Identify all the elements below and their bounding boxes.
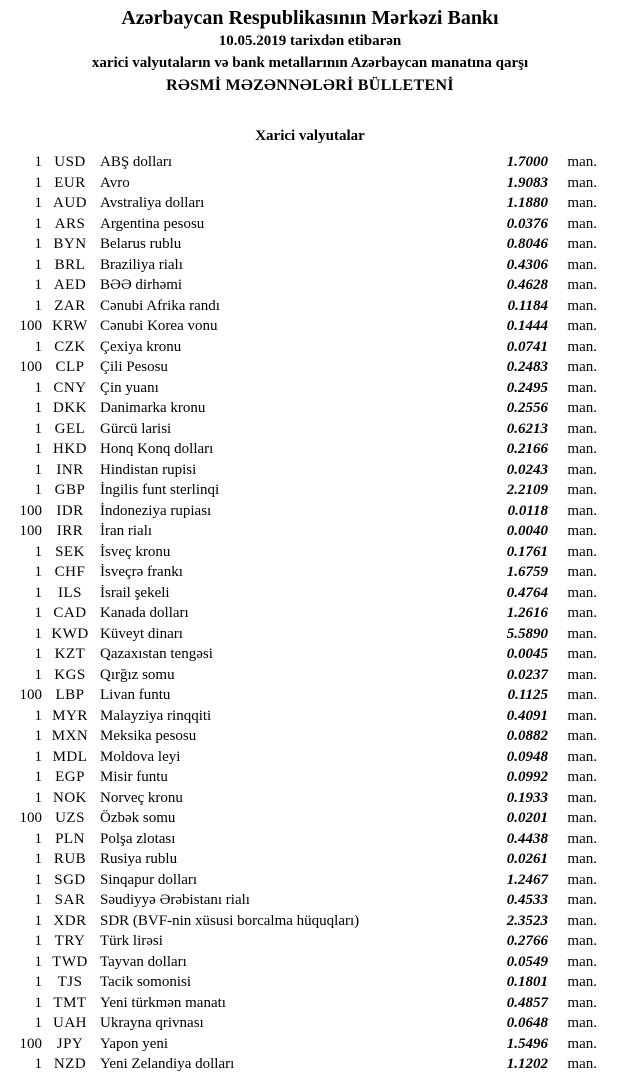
unit-label: man. bbox=[567, 154, 597, 170]
currency-name: Qazaxıstan tengəsi bbox=[100, 646, 213, 662]
rate-row bbox=[0, 849, 620, 870]
currency-code: CZK bbox=[54, 338, 86, 355]
unit-label: man. bbox=[567, 666, 597, 683]
unit-label: man. bbox=[567, 318, 597, 334]
currency-code: BRL bbox=[54, 256, 86, 273]
unit-label: man. bbox=[567, 174, 597, 191]
rate-value: 0.0648 bbox=[506, 1015, 548, 1031]
currency-code: JPY bbox=[56, 1035, 84, 1052]
currency-name: SDR (BVF-nin xüsusi borcalma hüquqları) bbox=[100, 912, 360, 929]
rate-value: 1.2616 bbox=[506, 605, 548, 621]
currency-name: Avstraliya dolları bbox=[100, 195, 205, 211]
rate-value: 1.1202 bbox=[506, 1056, 548, 1072]
unit-label: man. bbox=[567, 1035, 597, 1052]
currency-quantity: 100 bbox=[19, 810, 42, 826]
unit-label: man. bbox=[567, 195, 597, 211]
currency-quantity: 1 bbox=[34, 605, 42, 621]
document-header bbox=[0, 0, 620, 97]
rate-row bbox=[0, 542, 620, 563]
unit-label: man. bbox=[567, 482, 597, 498]
unit-label: man. bbox=[567, 543, 597, 560]
rate-value: 0.0992 bbox=[506, 769, 548, 785]
currency-name: İsrail şekeli bbox=[100, 584, 170, 601]
currency-quantity: 1 bbox=[34, 420, 42, 437]
currency-name: Çin yuanı bbox=[100, 379, 159, 396]
unit-label: man. bbox=[567, 810, 597, 826]
currency-quantity: 1 bbox=[34, 1056, 42, 1072]
unit-label: man. bbox=[567, 441, 597, 457]
rate-value: 2.3523 bbox=[506, 912, 548, 929]
currency-name: Türk lirəsi bbox=[100, 933, 163, 949]
currency-name: Meksika pesosu bbox=[100, 728, 197, 744]
currency-name: Küveyt dinarı bbox=[100, 625, 183, 642]
rate-row bbox=[0, 501, 620, 522]
rate-value: 1.2467 bbox=[506, 871, 548, 888]
rate-value: 0.2495 bbox=[506, 379, 548, 396]
unit-label: man. bbox=[567, 1056, 597, 1072]
currency-quantity: 100 bbox=[19, 318, 42, 334]
rate-value: 0.4857 bbox=[506, 994, 548, 1011]
currency-quantity: 1 bbox=[34, 789, 42, 806]
rate-value: 1.5496 bbox=[506, 1035, 548, 1052]
rate-value: 0.4091 bbox=[506, 707, 548, 724]
effective-date-line: 10.05.2019 tarixdən etibarən bbox=[218, 33, 402, 49]
currency-quantity: 1 bbox=[34, 666, 42, 683]
rate-value: 0.8046 bbox=[506, 236, 548, 252]
currency-name: Norveç kronu bbox=[100, 789, 183, 806]
rate-value: 0.4533 bbox=[506, 892, 548, 908]
currency-name: İngilis funt sterlinqi bbox=[100, 482, 220, 498]
rate-value: 5.5890 bbox=[506, 625, 548, 642]
currency-quantity: 100 bbox=[19, 523, 42, 539]
rate-value: 0.0201 bbox=[506, 810, 548, 826]
unit-label: man. bbox=[567, 912, 597, 929]
currency-quantity: 1 bbox=[34, 154, 42, 170]
rate-row bbox=[0, 480, 620, 501]
currency-code: AUD bbox=[53, 195, 87, 211]
unit-label: man. bbox=[567, 830, 597, 847]
currency-code: USD bbox=[54, 154, 86, 170]
currency-code: ILS bbox=[58, 584, 82, 601]
currency-code: ZAR bbox=[54, 297, 86, 314]
rate-value: 0.0741 bbox=[506, 338, 548, 355]
currency-name: Moldova leyi bbox=[100, 748, 181, 765]
currency-quantity: 1 bbox=[34, 195, 42, 211]
currency-quantity: 1 bbox=[34, 871, 42, 888]
rate-row bbox=[0, 419, 620, 440]
currency-code: TRY bbox=[54, 933, 86, 949]
currency-quantity: 1 bbox=[34, 564, 42, 580]
currency-quantity: 1 bbox=[34, 338, 42, 355]
currency-quantity: 1 bbox=[34, 441, 42, 457]
rate-value: 0.2483 bbox=[506, 359, 548, 375]
rate-row bbox=[0, 214, 620, 235]
rate-value: 0.0040 bbox=[506, 523, 548, 539]
unit-label: man. bbox=[567, 748, 597, 765]
currency-quantity: 1 bbox=[34, 953, 42, 970]
currency-code: KZT bbox=[54, 646, 86, 662]
currency-quantity: 1 bbox=[34, 974, 42, 990]
currency-code: CLP bbox=[55, 359, 85, 375]
currency-code: AED bbox=[53, 277, 87, 293]
unit-label: man. bbox=[567, 625, 597, 642]
currency-code: KRW bbox=[52, 318, 88, 334]
currency-code: IRR bbox=[56, 523, 84, 539]
rate-row bbox=[0, 562, 620, 583]
unit-label: man. bbox=[567, 502, 597, 519]
currency-name: Tacik somonisi bbox=[100, 974, 192, 990]
unit-label: man. bbox=[567, 892, 597, 908]
currency-name: Yeni türkmən manatı bbox=[100, 994, 226, 1011]
currency-quantity: 1 bbox=[34, 236, 42, 252]
currency-name: Səudiyyə Ərəbistanı rialı bbox=[100, 892, 250, 908]
currency-code: KGS bbox=[54, 666, 86, 683]
unit-label: man. bbox=[567, 646, 597, 662]
currency-quantity: 1 bbox=[34, 892, 42, 908]
currency-name: Cənubi Afrika randı bbox=[100, 297, 220, 314]
currency-quantity: 1 bbox=[34, 830, 42, 847]
currency-code: CNY bbox=[53, 379, 87, 396]
rate-row bbox=[0, 767, 620, 788]
currency-name: İran rialı bbox=[100, 523, 153, 539]
currency-name: Çili Pesosu bbox=[100, 359, 168, 375]
currency-name: Yeni Zelandiya dolları bbox=[100, 1056, 235, 1072]
currency-quantity: 1 bbox=[34, 728, 42, 744]
rate-row bbox=[0, 808, 620, 829]
currency-quantity: 1 bbox=[34, 400, 42, 416]
currency-name: Misir funtu bbox=[100, 769, 168, 785]
currency-quantity: 1 bbox=[34, 912, 42, 929]
rate-row bbox=[0, 603, 620, 624]
bank-title: Azərbaycan Respublikasının Mərkəzi Bankı bbox=[121, 7, 499, 29]
rate-row bbox=[0, 583, 620, 604]
currency-name: Tayvan dolları bbox=[100, 953, 187, 970]
currency-quantity: 100 bbox=[19, 359, 42, 375]
currency-name: Avro bbox=[100, 174, 130, 191]
unit-label: man. bbox=[567, 461, 597, 478]
currency-code: ARS bbox=[54, 215, 86, 232]
unit-label: man. bbox=[567, 605, 597, 621]
unit-label: man. bbox=[567, 687, 597, 703]
unit-label: man. bbox=[567, 256, 597, 273]
currency-quantity: 1 bbox=[34, 482, 42, 498]
currency-code: LBP bbox=[55, 687, 85, 703]
currency-name: Rusiya rublu bbox=[100, 851, 178, 867]
rate-row bbox=[0, 726, 620, 747]
rate-value: 0.1801 bbox=[506, 974, 548, 990]
currency-code: GEL bbox=[54, 420, 86, 437]
bulletin-title: RƏSMİ MƏZƏNNƏLƏRİ BÜLLETENİ bbox=[166, 77, 454, 94]
unit-label: man. bbox=[567, 420, 597, 437]
rate-row bbox=[0, 931, 620, 952]
currency-name: Kanada dolları bbox=[100, 605, 189, 621]
rate-value: 2.2109 bbox=[506, 482, 548, 498]
rate-value: 0.1933 bbox=[506, 789, 548, 806]
currency-code: TJS bbox=[57, 974, 83, 990]
currency-code: TMT bbox=[53, 994, 87, 1011]
rate-row bbox=[0, 152, 620, 173]
currency-name: Çexiya kronu bbox=[100, 338, 182, 355]
rate-row bbox=[0, 685, 620, 706]
currency-code: MYR bbox=[52, 707, 88, 724]
rate-value: 0.0376 bbox=[506, 215, 548, 232]
currency-code: CAD bbox=[53, 605, 87, 621]
currency-name: İsveçrə frankı bbox=[100, 564, 183, 580]
rate-value: 0.4306 bbox=[506, 256, 548, 273]
rate-value: 0.0243 bbox=[506, 461, 548, 478]
currency-name: Özbək somu bbox=[100, 810, 176, 826]
rate-row bbox=[0, 829, 620, 850]
unit-label: man. bbox=[567, 974, 597, 990]
currency-quantity: 1 bbox=[34, 256, 42, 273]
rate-value: 1.6759 bbox=[506, 564, 548, 580]
currency-code: TWD bbox=[52, 953, 88, 970]
currency-quantity: 100 bbox=[19, 1035, 42, 1052]
currency-code: PLN bbox=[55, 830, 85, 847]
rate-row bbox=[0, 1013, 620, 1034]
rate-row bbox=[0, 357, 620, 378]
currency-code: MDL bbox=[52, 748, 88, 765]
rate-row bbox=[0, 890, 620, 911]
unit-label: man. bbox=[567, 277, 597, 293]
rate-row bbox=[0, 275, 620, 296]
rate-value: 1.9083 bbox=[506, 174, 548, 191]
rate-row bbox=[0, 747, 620, 768]
currency-code: DKK bbox=[53, 400, 87, 416]
unit-label: man. bbox=[567, 953, 597, 970]
unit-label: man. bbox=[567, 564, 597, 580]
currency-code: UAH bbox=[53, 1015, 87, 1031]
currency-name: İndoneziya rupiası bbox=[100, 502, 212, 519]
currency-code: MXN bbox=[51, 728, 89, 744]
currency-quantity: 1 bbox=[34, 584, 42, 601]
subtitle-line: xarici valyutaların və bank metallarının Azərbaycan manatına qarşı bbox=[91, 55, 529, 71]
currency-code: EGP bbox=[55, 769, 85, 785]
unit-label: man. bbox=[567, 523, 597, 539]
rate-value: 0.1761 bbox=[506, 543, 548, 560]
currency-name: Cənubi Korea vonu bbox=[100, 318, 218, 334]
rate-value: 0.0948 bbox=[506, 748, 548, 765]
unit-label: man. bbox=[567, 359, 597, 375]
rate-row bbox=[0, 993, 620, 1014]
unit-label: man. bbox=[567, 297, 597, 314]
rate-row bbox=[0, 1054, 620, 1073]
currency-quantity: 1 bbox=[34, 933, 42, 949]
unit-label: man. bbox=[567, 1015, 597, 1031]
currency-name: Qırğız somu bbox=[100, 666, 175, 683]
rate-row bbox=[0, 788, 620, 809]
currency-name: Gürcü larisi bbox=[100, 420, 172, 437]
unit-label: man. bbox=[567, 707, 597, 724]
currency-quantity: 1 bbox=[34, 297, 42, 314]
rate-row bbox=[0, 706, 620, 727]
currency-code: NOK bbox=[53, 789, 87, 806]
rate-row bbox=[0, 952, 620, 973]
rate-value: 0.0045 bbox=[506, 646, 548, 662]
rate-value: 0.4628 bbox=[506, 277, 548, 293]
rate-value: 0.0237 bbox=[506, 666, 548, 683]
rate-row bbox=[0, 193, 620, 214]
unit-label: man. bbox=[567, 933, 597, 949]
rate-row bbox=[0, 234, 620, 255]
currency-code: SGD bbox=[54, 871, 86, 888]
currency-quantity: 1 bbox=[34, 707, 42, 724]
currency-code: SAR bbox=[54, 892, 86, 908]
currency-name: Polşa zlotası bbox=[100, 830, 176, 847]
unit-label: man. bbox=[567, 769, 597, 785]
unit-label: man. bbox=[567, 871, 597, 888]
unit-label: man. bbox=[567, 236, 597, 252]
rate-row bbox=[0, 378, 620, 399]
rate-row bbox=[0, 624, 620, 645]
rate-row bbox=[0, 665, 620, 686]
currency-code: KWD bbox=[51, 625, 89, 642]
currency-name: Braziliya rialı bbox=[100, 256, 183, 273]
currency-name: Malayziya rinqqiti bbox=[100, 707, 212, 724]
rate-row bbox=[0, 296, 620, 317]
rate-value: 0.4764 bbox=[506, 584, 548, 601]
rate-value: 0.0261 bbox=[506, 851, 548, 867]
unit-label: man. bbox=[567, 400, 597, 416]
currency-quantity: 1 bbox=[34, 543, 42, 560]
currency-quantity: 1 bbox=[34, 994, 42, 1011]
rate-row bbox=[0, 439, 620, 460]
rate-row bbox=[0, 337, 620, 358]
unit-label: man. bbox=[567, 338, 597, 355]
currency-name: Yapon yeni bbox=[100, 1035, 169, 1052]
unit-label: man. bbox=[567, 789, 597, 806]
currency-name: Belarus rublu bbox=[100, 236, 182, 252]
rate-row bbox=[0, 644, 620, 665]
currency-name: Sinqapur dolları bbox=[100, 871, 198, 888]
rate-value: 0.2166 bbox=[506, 441, 548, 457]
rate-row bbox=[0, 1034, 620, 1055]
currency-code: HKD bbox=[53, 441, 87, 457]
rate-value: 0.2766 bbox=[506, 933, 548, 949]
currency-quantity: 1 bbox=[34, 769, 42, 785]
rate-value: 0.0118 bbox=[507, 502, 548, 519]
unit-label: man. bbox=[567, 728, 597, 744]
currency-quantity: 1 bbox=[34, 625, 42, 642]
currency-code: SEK bbox=[55, 543, 85, 560]
currency-name: Hindistan rupisi bbox=[100, 461, 197, 478]
unit-label: man. bbox=[567, 215, 597, 232]
currency-code: XDR bbox=[53, 912, 87, 929]
currency-code: INR bbox=[56, 461, 84, 478]
currency-quantity: 100 bbox=[19, 502, 42, 519]
rate-value: 0.4438 bbox=[506, 830, 548, 847]
currency-code: IDR bbox=[56, 502, 84, 519]
rate-value: 0.1125 bbox=[507, 687, 548, 703]
currency-code: CHF bbox=[54, 564, 86, 580]
currency-quantity: 1 bbox=[34, 461, 42, 478]
section-title-foreign-currencies: Xarici valyutalar bbox=[255, 128, 365, 144]
rate-row bbox=[0, 255, 620, 276]
currency-quantity: 1 bbox=[34, 1015, 42, 1031]
currency-code: UZS bbox=[55, 810, 85, 826]
rate-value: 0.2556 bbox=[506, 400, 548, 416]
currency-code: NZD bbox=[53, 1056, 87, 1072]
currency-name: Honq Konq dolları bbox=[100, 441, 214, 457]
currency-code: RUB bbox=[53, 851, 87, 867]
currency-name: Livan funtu bbox=[100, 687, 171, 703]
unit-label: man. bbox=[567, 851, 597, 867]
rate-row bbox=[0, 972, 620, 993]
currency-quantity: 1 bbox=[34, 277, 42, 293]
currency-quantity: 100 bbox=[19, 687, 42, 703]
unit-label: man. bbox=[567, 379, 597, 396]
currency-quantity: 1 bbox=[34, 174, 42, 191]
unit-label: man. bbox=[567, 994, 597, 1011]
rate-row bbox=[0, 173, 620, 194]
currency-code: GBP bbox=[54, 482, 86, 498]
currency-name: ABŞ dolları bbox=[100, 154, 173, 170]
rate-row bbox=[0, 460, 620, 481]
rate-row bbox=[0, 521, 620, 542]
rate-row bbox=[0, 911, 620, 932]
rate-value: 0.1184 bbox=[507, 297, 548, 314]
rate-value: 1.7000 bbox=[506, 154, 548, 170]
currency-quantity: 1 bbox=[34, 646, 42, 662]
currency-quantity: 1 bbox=[34, 851, 42, 867]
currency-code: EUR bbox=[54, 174, 86, 191]
rate-value: 0.6213 bbox=[506, 420, 548, 437]
currency-name: İsveç kronu bbox=[100, 543, 171, 560]
currency-name: Danimarka kronu bbox=[100, 400, 206, 416]
currency-quantity: 1 bbox=[34, 215, 42, 232]
rate-value: 0.0549 bbox=[506, 953, 548, 970]
currency-name: BƏƏ dirhəmi bbox=[100, 277, 183, 293]
rate-row bbox=[0, 870, 620, 891]
rates-table bbox=[0, 152, 620, 1073]
rate-row bbox=[0, 316, 620, 337]
rate-value: 0.1444 bbox=[506, 318, 548, 334]
currency-quantity: 1 bbox=[34, 748, 42, 765]
currency-name: Ukrayna qrivnası bbox=[100, 1015, 204, 1031]
rate-value: 0.0882 bbox=[506, 728, 548, 744]
currency-name: Argentina pesosu bbox=[100, 215, 205, 232]
rate-value: 1.1880 bbox=[506, 195, 548, 211]
rate-row bbox=[0, 398, 620, 419]
unit-label: man. bbox=[567, 584, 597, 601]
currency-quantity: 1 bbox=[34, 379, 42, 396]
currency-code: BYN bbox=[53, 236, 87, 252]
